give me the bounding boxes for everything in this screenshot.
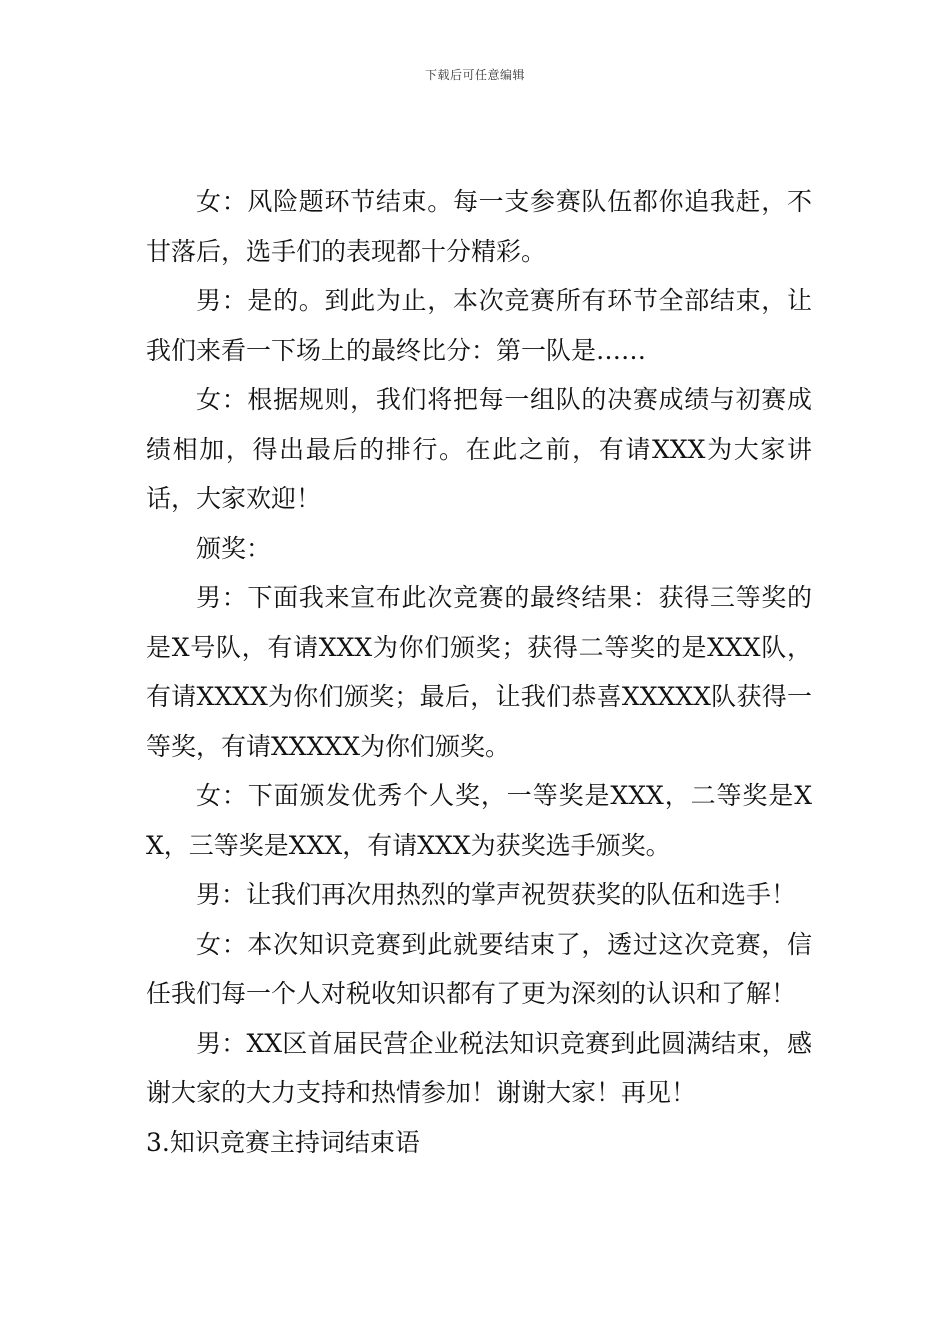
paragraph-female-closing: 女：本次知识竞赛到此就要结束了，透过这次竞赛，信任我们每一个人对税收知识都有了更为深刻的认识和了解！ [146, 929, 812, 1008]
page-header: 下载后可任意编辑 [424, 68, 525, 82]
paragraph-male-final-scores: 男：是的。到此为止，本次竞赛所有环节全部结束，让我们来看一下场上的最终比分：第一队是…… [146, 286, 812, 365]
paragraph-male-applause: 男：让我们再次用热烈的掌声祝贺获奖的队伍和选手！ [196, 880, 797, 909]
paragraph-male-team-awards: 男：下面我来宣布此次竞赛的最终结果：获得三等奖的是X号队，有请XXX为你们颁奖；获得二等奖的是XXX队，有请XXXX为你们颁奖；最后，让我们恭喜XXXXX队获得一等奖，有请XXXXX为你们颁奖。 [146, 583, 812, 761]
paragraph-award-label: 颁奖： [196, 533, 272, 563]
paragraph-male-farewell: 男：XX区首届民营企业税法知识竞赛到此圆满结束，感谢大家的大力支持和热情参加！谢谢大家！再见！ [146, 1028, 812, 1107]
paragraph-female-risk-round-end: 女：风险题环节结束。每一支参赛队伍都你追我赶，不甘落后，选手们的表现都十分精彩。 [146, 187, 812, 266]
paragraph-female-rules-speech: 女：根据规则，我们将把每一组队的决赛成绩与初赛成绩相加，得出最后的排行。在此之前，有请XXX为大家讲话，大家欢迎！ [146, 385, 812, 513]
section-heading: 3.知识竞赛主持词结束语 [146, 1127, 420, 1157]
paragraph-female-individual-awards: 女：下面颁发优秀个人奖，一等奖是XXX，二等奖是XX，三等奖是XXX，有请XXX为获奖选手颁奖。 [146, 781, 812, 860]
document-body [146, 177, 812, 1167]
